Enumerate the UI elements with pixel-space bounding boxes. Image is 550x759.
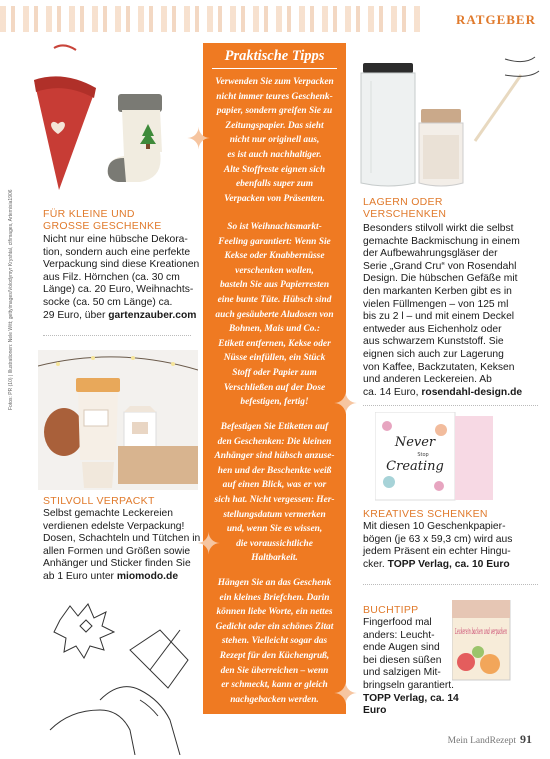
text-line: auch gesäuberte Aludosen von [215,309,334,320]
text-line: Stoff oder Papier zum [232,367,317,378]
heading-line: GROSSE GESCHENKE [43,220,162,232]
text-line: auf einen Blick, was er vor [222,480,327,491]
paragraph-felt-gifts [43,234,203,322]
text-line: Verpackung sind diese Kreationen [43,259,200,271]
text-line: verschenken wollen, [235,265,314,276]
heading-line: VERSCHENKEN [363,208,447,220]
heading-line: FÜR KLEINE UND [43,208,135,220]
cover-text-never: Never [394,435,436,450]
text-line: Fingerfood mal [363,617,432,628]
text-line: nicht immer teures Geschenk- [216,91,333,102]
packaging-photo [38,350,198,490]
source-link[interactable]: gartenzauber.com [108,309,197,321]
hands-illustration [40,590,200,755]
text-line: Haltbarkeit. [251,553,298,564]
text-line: verdienen edelste Verpackung! [43,520,185,532]
section-label: RATGEBER [456,12,536,27]
text-line: Besonders stilvoll wirkt die selbst [363,223,514,234]
text-line: Selbst gemachte Leckereien [43,508,173,519]
text-line: aus schwarzem Kunststoff. Sie [363,336,504,348]
text-line: Kekse oder Knabbernüsse [224,251,325,262]
text-line: Zeitungspapier. Das sieht [225,120,324,131]
heading-packaging [43,495,155,507]
text-line: es ist auch nachhaltiger. [227,149,322,160]
text-line: befestigen, fertig! [240,397,309,408]
text-line: bei diesen süßen [363,654,442,666]
text-line: Gedicht oder ein schönes Zitat [215,621,334,632]
divider [43,335,191,336]
text-line: gemachte Backmischung in einem [363,235,520,247]
text-line: die voraussichtliche [236,538,313,549]
text-line: bringseln garantiert. [363,679,455,691]
text-line: ab 1 Euro unter [43,570,117,582]
text-line: Etikett entfernen, Kekse oder [218,338,331,349]
text-line: aus Filz. Hörnchen (ca. 30 cm [43,271,180,283]
title-underline [212,68,337,69]
text-line: Verpacken von Präsenten. [224,193,325,204]
heading-storage [363,196,446,220]
heading-felt-gifts [43,208,162,232]
magazine-name: Mein LandRezept [447,736,516,746]
text-line: socke (ca. 50 cm Länge) ca. [43,296,173,308]
cover-text-creating: Creating [386,459,444,474]
text-line: Länge) ca. 20 Euro, Weihnachts- [43,284,194,296]
text-line: Dosen, Schachteln und Tütchen in [43,533,201,545]
cover-text-stop: Stop [417,452,429,458]
text-line: Befestigen Sie Etiketten auf [220,422,329,432]
text-line: tion, sondern auch eine perfekte [43,246,191,258]
text-line: bis zu 2 l – und mit einem Deckel [363,311,515,323]
book-title-text: Leckerein backen und verpacken [454,627,507,636]
source-link[interactable]: rosendahl-design.de [421,386,523,398]
text-line: den Geschenken: Die kleinen [217,436,332,447]
tip-paragraph-1 [206,75,343,206]
text-line: entweder aus Eichenholz oder [363,323,502,335]
book-cover [452,600,512,682]
text-line: nicht nur originell aus, [229,135,320,146]
text-line: Mit diesen 10 Geschenkpapier- [363,521,506,532]
text-line: basteln Sie aus Papierresten [219,280,330,291]
tip-paragraph-3 [206,420,343,566]
text-line: stehen. Vielleicht sogar das [221,636,328,647]
text-line: vielen Füllmengen – von 125 ml [363,298,509,310]
source-link[interactable]: miomodo.de [116,570,179,582]
text-line: ende Augen sind [363,642,440,654]
tips-title: Praktische Tipps [224,48,325,64]
heading-book-tip [363,604,419,616]
text-line: den Sie überreichen – wenn [220,665,329,676]
star-icon: ✦ [186,123,212,156]
text-line: allen Formen und Größen sowie [43,545,191,557]
heading-line: BUCHTIPP [363,604,419,616]
text-line: Verschließen auf der Dose [223,382,326,393]
heading-line: STILVOLL VERPACKT [43,495,155,507]
tip-paragraph-2 [206,220,343,410]
tip-paragraph-4 [206,576,343,707]
text-line: Feeling garantiert: Wenn Sie [218,236,331,247]
text-line: Design. Die hübschen Gefäße mit [363,273,518,285]
text-line: und anderen Leckereien. Ab [363,374,492,386]
text-line: ein kleines Briefchen. Darin [219,592,330,603]
page-footer [448,732,532,747]
heading-line: LAGERN ODER [363,196,443,208]
paragraph-packaging [43,508,203,584]
text-line: eignen sich auch zur Lagerung [363,348,504,360]
text-line: Rezept für den Küchengruß, [219,650,330,661]
felt-gifts-photo [14,40,194,200]
text-line: von Kaffee, Backzutaten, Keksen [363,361,515,373]
photo-credit: Fotos: PR (10) | Illustrationen: Nele Witt; gettyimages/Volodymyr Kryshtal, ctfimages, Artemisia1906 [8,189,14,410]
star-icon: ✦ [196,528,222,561]
text-line: Anhänger und Sticker finden Sie [43,558,191,570]
text-line: können liebe Worte, ein nettes [216,607,333,618]
text-line: Nüsse einfüllen, ein Stück [223,353,326,364]
text-line: papier, sondern greifen Sie zu [216,106,333,117]
text-line: Anhänger sind hübsch anzuse- [214,451,335,462]
divider [363,584,538,585]
text-line: Hängen Sie an das Geschenk [217,578,332,588]
text-line: anders: Leucht- [363,629,435,641]
source-link: TOPP Verlag, ca. 14 Euro [363,692,459,717]
text-line: So ist Weihnachtsmarkt- [227,222,322,232]
text-line: Bohnen, Mais und Co.: [229,324,320,335]
text-line: den markanten Kerben gibt es in [363,285,512,297]
paragraph-creative-gifting [363,521,548,571]
text-line: stellungsdatum vermerken [223,509,326,520]
heading-creative-gifting [363,508,488,520]
jars-photo [355,45,550,195]
star-icon: ✦ [333,388,359,421]
divider [363,405,538,406]
heading-line: KREATIVES SCHENKEN [363,508,488,520]
text-line: hen und der Beschenkte weiß [217,465,332,476]
text-line: 29 Euro, über [43,309,109,321]
pattern-strip [0,6,420,32]
text-line: cker. [363,558,388,570]
page-number: 91 [520,732,532,746]
text-line: nachgebacken werden. [230,694,319,705]
text-line: jedem Präsent ein echter Hingu- [363,546,511,558]
paragraph-storage [363,223,548,399]
text-line: bögen (je 63 x 59,3 cm) wird aus [363,533,513,545]
wrapping-paper-cover [375,412,495,502]
text-line: ebenfalls super zum [235,179,314,190]
paragraph-book-tip [363,617,463,718]
text-line: ca. 14 Euro, [363,386,422,398]
text-line: eine bunte Tüte. Hübsch sind [217,294,332,305]
text-line: er schmeckt, kann er gleich [221,680,328,691]
star-icon: ✦ [333,678,359,711]
text-line: Serie „Grand Cru“ von Rosendahl [363,260,517,272]
text-line: und salzigen Mit- [363,667,441,679]
text-line: Nicht nur eine hübsche Dekora- [43,234,188,245]
text-line: und, wenn Sie es wissen, [226,524,323,535]
text-line: sich hat. Nicht vergessen: Her- [214,494,335,505]
text-line: Alte Stoffreste eignen sich [223,164,326,175]
text-line: Verwenden Sie zum Verpacken [215,77,334,87]
source-link: TOPP Verlag, ca. 10 Euro [387,558,510,570]
text-line: der Aufbewahrungsgläser der [363,248,498,260]
